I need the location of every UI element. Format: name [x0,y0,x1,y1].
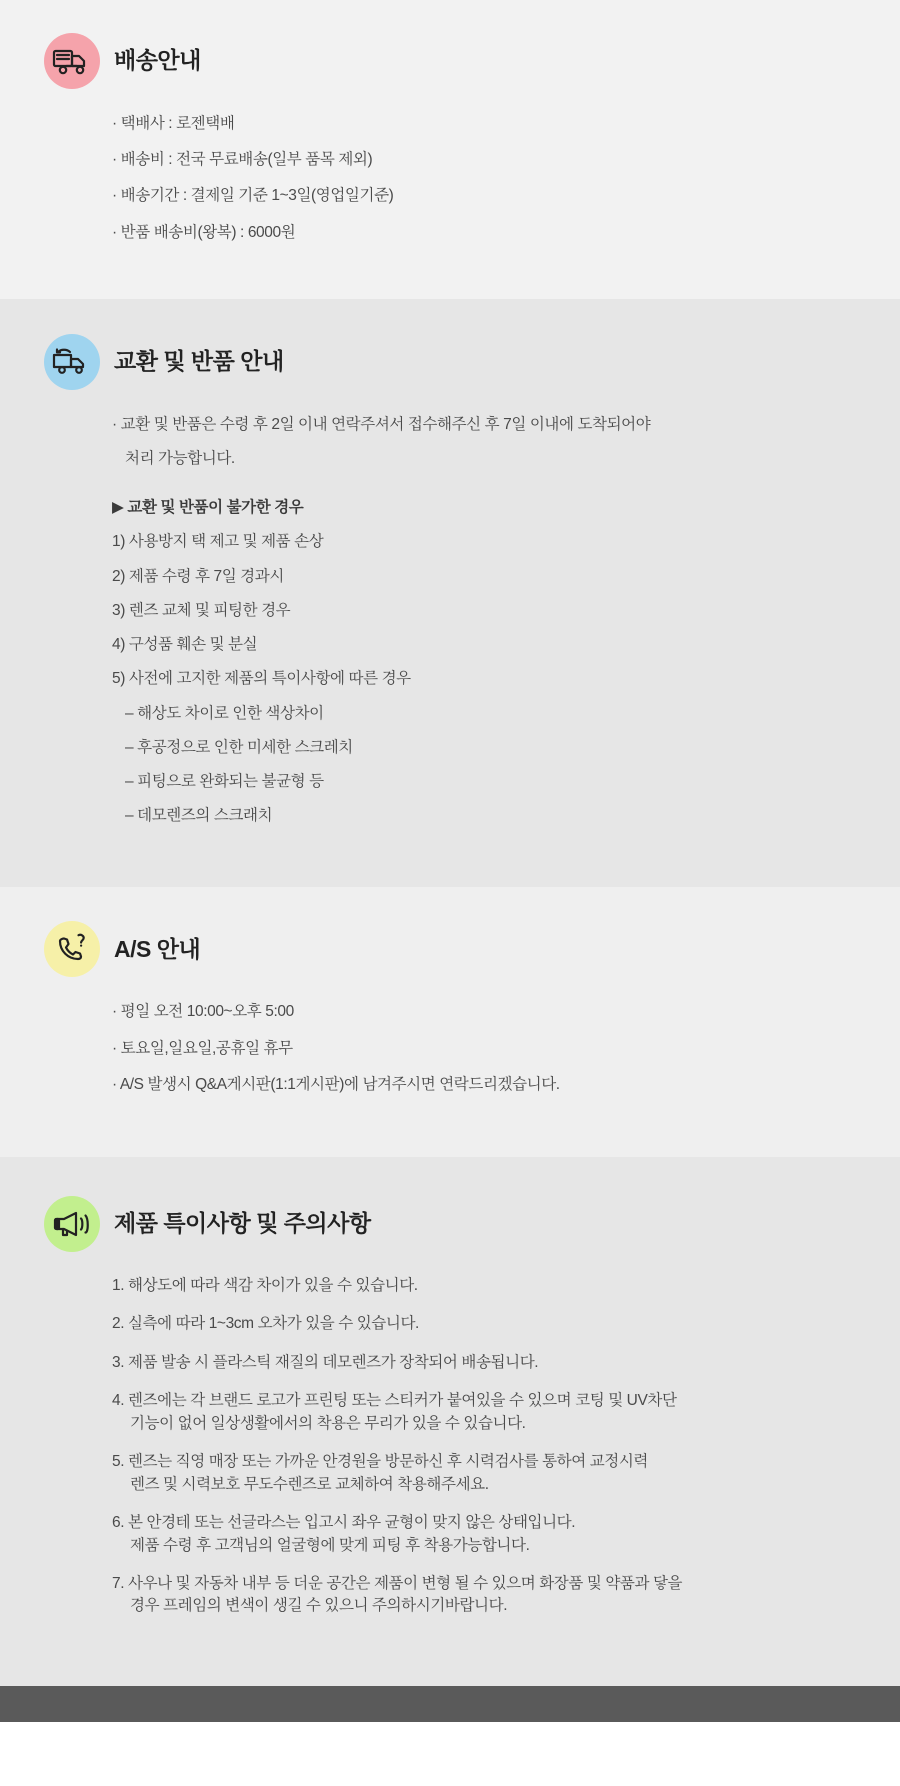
as-section [0,887,900,1158]
delivery-truck-icon [44,33,100,89]
shipping-line: · 배송기간 : 결제일 기준 1~3일(영업일기준) [112,187,394,205]
footer-bar [0,1686,900,1722]
notice-item-main: 7. 사우나 및 자동차 내부 등 더운 공간은 제품이 변형 될 수 있으며 화장품 및 약품과 닿을 [112,1574,683,1592]
shipping-body [0,112,900,244]
exchange-title: 교환 및 반품 안내 [114,347,284,374]
notice-item-main: 6. 본 안경테 또는 선글라스는 입고시 좌우 균형이 맞지 않은 상태입니다. [112,1514,576,1532]
megaphone-icon [44,1196,100,1252]
exchange-sub-item: – 후공정으로 인한 미세한 스크레치 [125,738,353,756]
exchange-item: 2) 제품 수령 후 7일 경과시 [112,567,284,585]
notice-header [0,1191,900,1257]
notice-item-main: 5. 렌즈는 직영 매장 또는 가까운 안경원을 방문하신 후 시력검사를 통하여 교정시력 [112,1453,649,1471]
phone-question-icon [44,921,100,977]
exchange-sub-item: – 피팅으로 완화되는 불균형 등 [125,773,324,790]
exchange-item: 1) 사용방지 택 제고 및 제품 손상 [112,533,324,551]
exchange-sub-item: – 데모렌즈의 스크래치 [125,807,273,825]
notice-item [112,1275,866,1297]
exchange-subtitle: ▶ 교환 및 반품이 불가한 경우 [112,499,304,516]
shipping-title: 배송안내 [114,47,201,74]
notice-item [112,1573,866,1618]
exchange-header [0,329,900,395]
as-body [0,1000,900,1096]
as-title: A/S 안내 [114,935,201,962]
notice-item-cont: 기능이 없어 일상생활에서의 착용은 무리가 있을 수 있습니다. [130,1414,526,1432]
notice-item [112,1512,866,1557]
notice-item-main: 2. 실측에 따라 1~3cm 오차가 있을 수 있습니다. [112,1315,419,1333]
notice-item-cont: 경우 프레임의 변색이 생길 수 있으니 주의하시기바랍니다. [130,1597,508,1615]
exchange-body [0,413,900,828]
shipping-header [0,28,900,94]
as-header [0,917,900,983]
notice-item [112,1451,866,1496]
notice-section [0,1157,900,1686]
notice-item-cont: 제품 수령 후 고객님의 얼굴형에 맞게 피팅 후 착용가능합니다. [130,1536,530,1554]
shipping-section [0,0,900,299]
notice-item-cont: 렌즈 및 시력보호 무도수렌즈로 교체하여 착용해주세요. [130,1475,489,1493]
notice-item [112,1313,866,1335]
exchange-item: 4) 구성품 훼손 및 분실 [112,636,258,653]
exchange-intro-line-2: 처리 가능합니다. [125,449,235,467]
exchange-item: 5) 사전에 고지한 제품의 특이사항에 따른 경우 [112,670,411,688]
return-truck-icon [44,334,100,390]
notice-item-main: 4. 렌즈에는 각 브랜드 로고가 프린팅 또는 스티커가 붙여있을 수 있으며 코팅 및 UV차단 [112,1392,677,1410]
exchange-sub-item: – 해상도 차이로 인한 색상차이 [125,704,324,722]
notice-body [0,1275,900,1618]
notice-item-main: 1. 해상도에 따라 색감 차이가 있을 수 있습니다. [112,1276,418,1294]
notice-item [112,1390,866,1435]
as-line: · 토요일,일요일,공휴일 휴무 [112,1039,293,1057]
exchange-item: 3) 렌즈 교체 및 피팅한 경우 [112,601,291,619]
exchange-section [0,299,900,887]
exchange-intro-line-1: · 교환 및 반품은 수령 후 2일 이내 연락주셔서 접수해주신 후 7일 이내에 도착되어야 [112,415,651,433]
shipping-line: · 반품 배송비(왕복) : 6000원 [112,223,296,241]
notice-item [112,1352,866,1374]
shipping-line: · 택배사 : 로젠택배 [112,114,235,132]
shipping-line: · 배송비 : 전국 무료배송(일부 품목 제외) [112,151,373,168]
notice-title: 제품 특이사항 및 주의사항 [114,1210,371,1237]
as-line: · A/S 발생시 Q&A게시판(1:1게시판)에 남겨주시면 연락드리겠습니다. [112,1075,560,1093]
as-line: · 평일 오전 10:00~오후 5:00 [112,1003,294,1021]
notice-item-main: 3. 제품 발송 시 플라스틱 재질의 데모렌즈가 장착되어 배송됩니다. [112,1353,539,1371]
